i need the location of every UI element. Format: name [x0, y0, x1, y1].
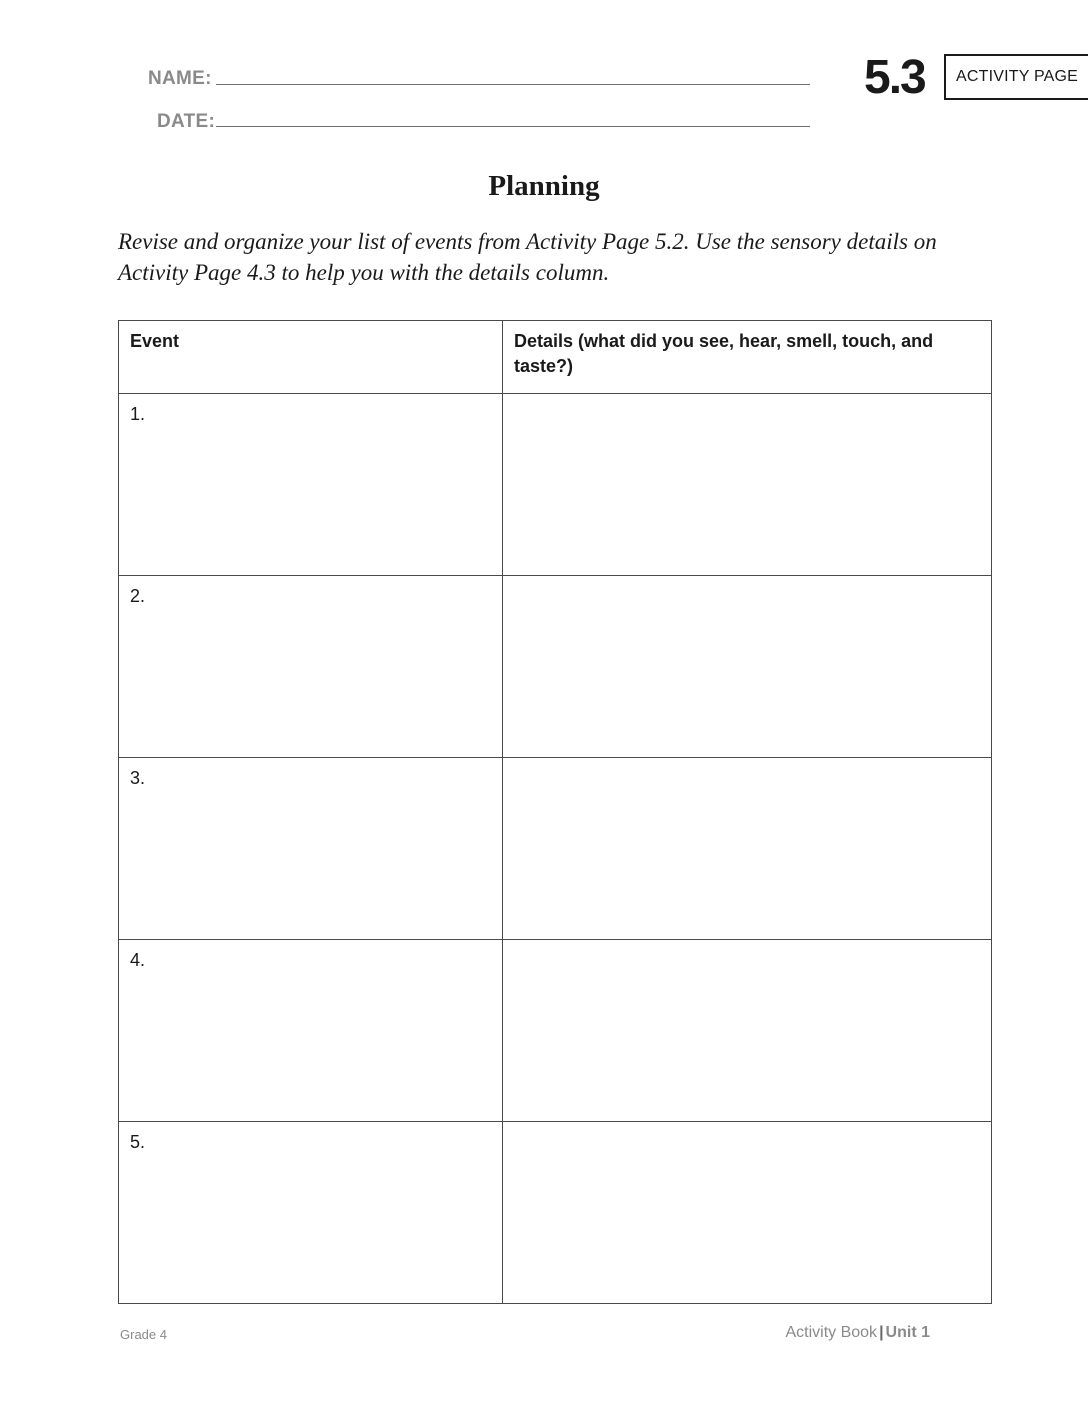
footer-separator: | [879, 1324, 884, 1341]
activity-page-badge-label: ACTIVITY PAGE [956, 68, 1079, 85]
details-cell[interactable] [503, 576, 992, 758]
footer-unit: Unit 1 [885, 1324, 930, 1341]
page-title: Planning [488, 170, 600, 202]
table-header-row [119, 321, 992, 394]
details-cell[interactable] [503, 758, 992, 940]
activity-page-badge [944, 54, 1088, 100]
details-cell[interactable] [503, 940, 992, 1122]
event-cell[interactable]: 2. [119, 576, 503, 758]
footer-book-info [785, 1324, 930, 1342]
footer-book: Activity Book [785, 1324, 878, 1341]
column-header-details: Details (what did you see, hear, smell, touch, and taste?) [503, 321, 992, 394]
name-label: NAME: [148, 68, 212, 89]
date-field[interactable] [216, 126, 810, 127]
event-cell[interactable]: 3. [119, 758, 503, 940]
name-field[interactable] [216, 84, 810, 85]
instructions: Revise and organize your list of events from Activity Page 5.2. Use the sensory details on Activity Page 4.3 to help you with the details column. [118, 229, 937, 285]
event-cell[interactable]: 5. [119, 1122, 503, 1304]
date-label: DATE: [157, 111, 216, 132]
table-row [119, 1122, 992, 1304]
footer-grade: Grade 4 [120, 1327, 167, 1342]
details-cell[interactable] [503, 394, 992, 576]
planning-table [118, 320, 992, 1304]
event-cell[interactable]: 4. [119, 940, 503, 1122]
page-number: 5.3 [864, 51, 925, 104]
table-row [119, 394, 992, 576]
table-row [119, 576, 992, 758]
table-row [119, 940, 992, 1122]
event-cell[interactable]: 1. [119, 394, 503, 576]
table-row [119, 758, 992, 940]
column-header-event: Event [119, 321, 503, 394]
details-cell[interactable] [503, 1122, 992, 1304]
